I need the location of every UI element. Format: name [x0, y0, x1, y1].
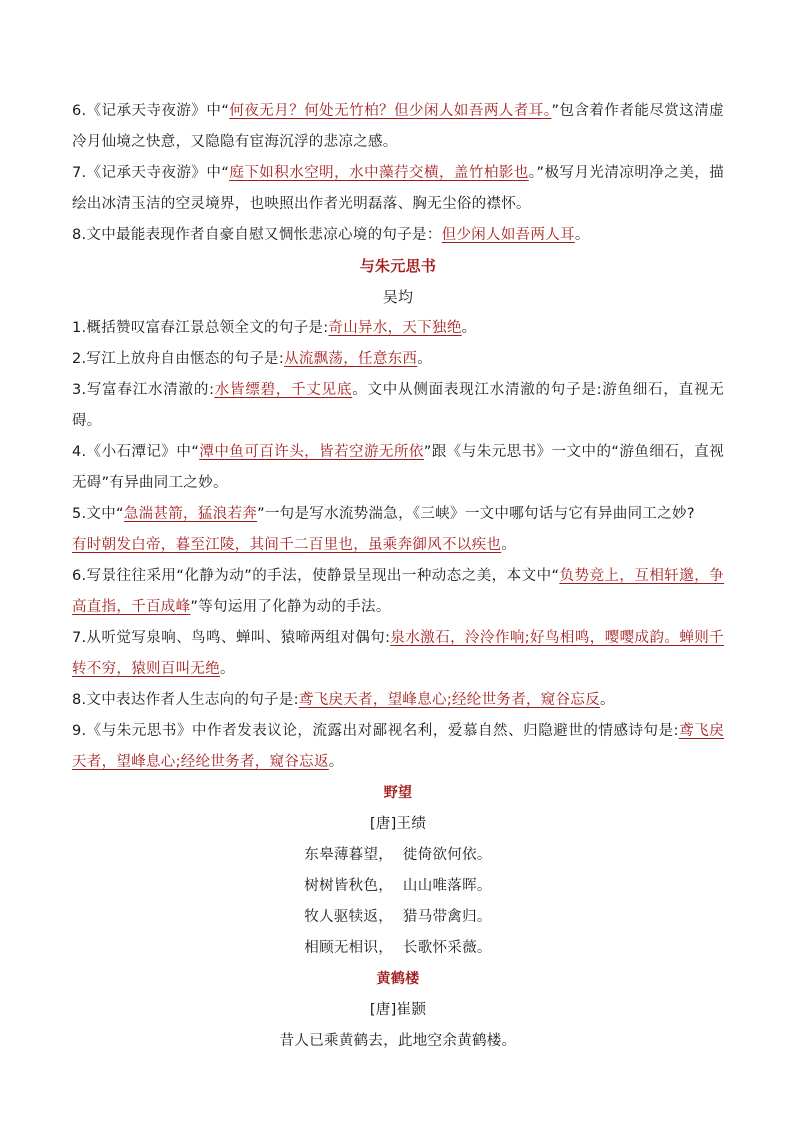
question-text: ”等句运用了化静为动的手法。 — [190, 599, 391, 615]
question-item — [72, 220, 724, 251]
question-text: 。 — [328, 754, 344, 770]
question-text: 8.文中表达作者人生志向的句子是: — [72, 692, 299, 708]
question-item — [72, 716, 724, 778]
poem-yewang — [72, 778, 724, 964]
section-title: 与朱元思书 — [359, 257, 437, 275]
question-item — [72, 499, 724, 530]
question-item — [72, 623, 724, 685]
question-item — [72, 375, 724, 437]
question-text: 。”极写月光清凉明净之美，描绘出冰清玉洁的空灵境界，也映照出作者光明磊落、胸无尘俗的襟怀。 — [72, 165, 724, 212]
poem-line: 树树皆秋色， 山山唯落晖。 — [304, 878, 492, 894]
question-text: 。 — [501, 537, 517, 553]
poem-line: 相顾无相识， 长歌怀采薇。 — [304, 940, 492, 956]
answer-text: 奇山异水，天下独绝 — [328, 320, 462, 336]
question-text: ”包含着作者能尽赏这清虚冷月仙境之快意，又隐隐有宦海沉浮的悲凉之感。 — [72, 103, 724, 150]
question-text: ”跟《与朱元思书》一文中的“游鱼细石，直视无碍”有异曲同工之妙。 — [72, 444, 725, 491]
poem-author: [唐]王绩 — [369, 816, 427, 832]
question-text: 2.写江上放舟自由惬态的句子是: — [72, 351, 285, 367]
question-text: 6.《记承天寺夜游》中“ — [72, 103, 230, 119]
answer-text: 负势竞上，互相轩邈，争高直指，千百成峰 — [72, 568, 724, 615]
question-text: 。 — [600, 692, 615, 708]
question-text: 1.概括赞叹富春江景总领全文的句子是: — [72, 320, 329, 336]
question-item — [72, 313, 724, 344]
poem-line: 东皋薄暮望， 徙倚欲何依。 — [304, 847, 492, 863]
question-item — [72, 344, 724, 375]
answer-text: 庭下如积水空明，水中藻荇交横，盖竹柏影也 — [229, 165, 529, 181]
poem-title: 黄鹤楼 — [376, 971, 420, 987]
question-item — [72, 685, 724, 716]
poem-line: 昔人已乘黄鹤去，此地空余黄鹤楼。 — [279, 1033, 517, 1049]
answer-text: 但少闲人如吾两人耳 — [441, 227, 575, 243]
answer-text: 急湍甚箭，猛浪若奔 — [123, 506, 258, 522]
question-text: 3.写富春江水清澈的: — [72, 382, 215, 398]
question-text: 。文中从侧面表现江水清澈的句子是:游鱼细石，直视无碍。 — [72, 382, 724, 429]
section-jichengtiansi — [72, 96, 724, 251]
question-text: 8.文中最能表现作者自豪自慰又惆怅悲凉心境的句子是： — [72, 227, 442, 243]
answer-text: 有时朝发白帝，暮至江陵，其间千二百里也，虽乘奔御风不以疾也 — [72, 537, 502, 553]
question-text: 6.写景往往采用“化静为动”的手法，使静景呈现出一种动态之美，本文中“ — [72, 568, 560, 584]
answer-text: 潭中鱼可百许头，皆若空游无所依 — [199, 444, 424, 460]
answer-line — [72, 530, 724, 561]
question-text: 7.从听觉写泉响、鸟鸣、蝉叫、猿啼两组对偶句: — [72, 630, 391, 646]
answer-text: 鸢飞戾天者，望峰息心;经纶世务者，窥谷忘反 — [298, 692, 601, 708]
answer-text: 何夜无月？何处无竹柏？但少闲人如吾两人者耳。 — [229, 103, 552, 119]
question-item — [72, 561, 724, 623]
question-text: 4.《小石潭记》中“ — [72, 444, 200, 460]
question-item — [72, 437, 724, 499]
answer-text: 从流飘荡，任意东西 — [284, 351, 418, 367]
answer-text: 水皆缥碧，千丈见底 — [214, 382, 353, 398]
question-text: 7.《记承天寺夜游》中“ — [72, 165, 230, 181]
poem-title: 野望 — [383, 785, 413, 801]
question-item — [72, 158, 724, 220]
question-text: 。 — [461, 320, 477, 336]
poem-line: 牧人驱犊返， 猎马带禽归。 — [304, 909, 492, 925]
answer-text: 泉水激石，泠泠作响;好鸟相鸣，嘤嘤成韵。蝉则千转不穷，猿则百叫无绝 — [72, 630, 724, 677]
section-author: 吴均 — [382, 288, 414, 306]
question-text: ”一句是写水流势湍急，《三峡》一文中哪句话与它有异曲同工之妙? — [257, 506, 695, 522]
question-text: 9.《与朱元思书》中作者发表议论，流露出对鄙视名利，爱慕自然、归隐避世的情感诗句是: — [72, 723, 679, 739]
answer-text: 鸢飞戾天者，望峰息心;经纶世务者，窥谷忘返 — [72, 723, 724, 770]
document-page — [72, 96, 724, 1057]
question-item — [72, 96, 724, 158]
poem-huanghelou — [72, 964, 724, 1057]
poem-author: [唐]崔颢 — [369, 1002, 427, 1018]
question-text: 。 — [574, 227, 590, 243]
question-text: 。 — [417, 351, 433, 367]
question-text: 。 — [220, 661, 235, 677]
section-yuzhuyuansishu — [72, 251, 724, 778]
question-text: 5.文中“ — [72, 506, 124, 522]
